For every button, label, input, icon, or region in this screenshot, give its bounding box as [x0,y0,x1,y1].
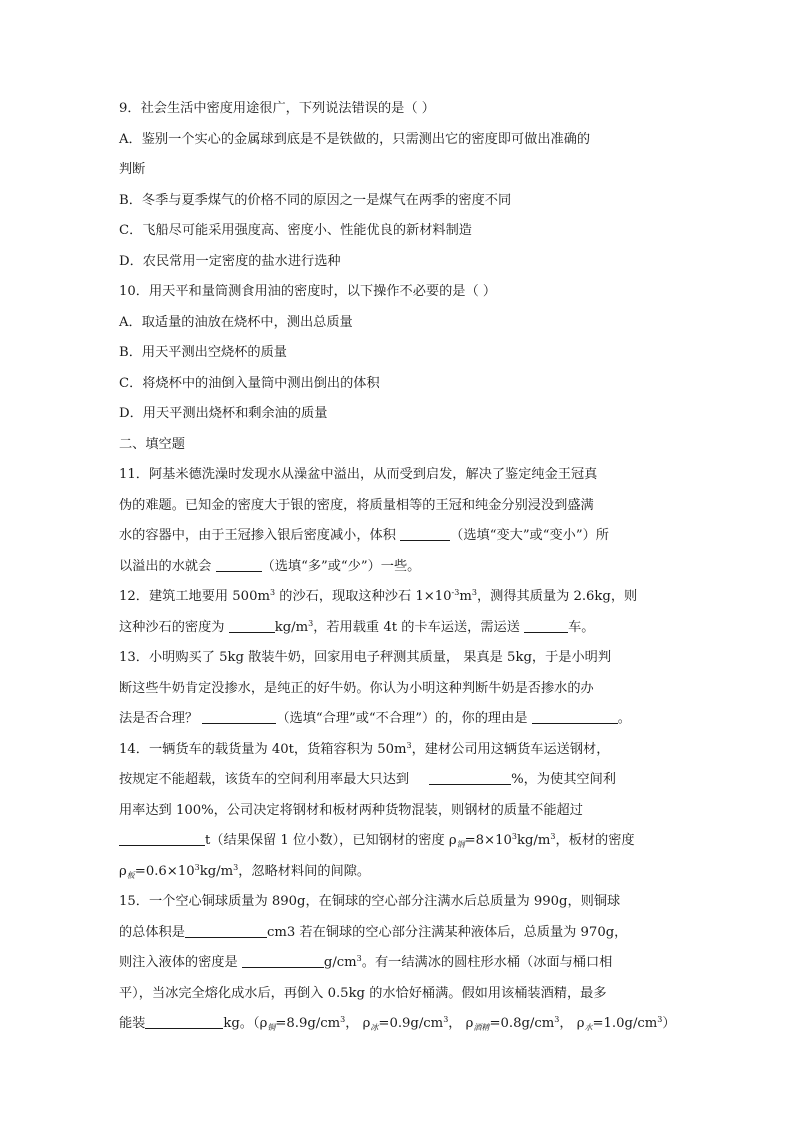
q15-blank-liquid-density[interactable] [242,952,324,968]
q12-text: 12．建筑工地要用 500m [119,589,270,604]
q10-stem: 10．用天平和量筒测食用油的密度时，以下操作不必要的是（ ） [119,284,497,299]
q12-text: kg/m [274,619,309,635]
q13-text: （选填“合理”或“不合理”）的，你的理由是 [276,711,532,726]
q14-text: ，板材的密度 [555,833,635,848]
q14-line5 [119,857,689,888]
q12-sup: 3 [269,588,276,597]
q14-text: ，忽略材料间的间隙。 [238,863,371,879]
q14-sup: 3 [406,740,412,750]
q15-text: kg。（ρ [223,1016,268,1031]
q15-text: =0.9g/cm [378,1016,444,1031]
q15-line2 [119,918,689,949]
q15-text: 则注入液体的密度是 [119,955,242,970]
q9-option-a-line1: A．鉴别一个实心的金属球到底是不是铁做的，只需测出它的密度即可做出准确的 [119,131,591,147]
q11-line2: 伪的难题。已知金的密度大于银的密度，将质量相等的王冠和纯金分别浸没到盛满 [119,497,594,513]
q12-blank-trucks[interactable] [524,617,568,633]
worksheet-page [119,94,689,1040]
q14-text: %，为使其空间利 [511,772,616,787]
q12-text: ，测得其质量为 2.6kg，则 [476,589,638,604]
q15-text: g/cm [323,955,357,970]
q15-sub: 水 [584,1023,593,1032]
q10-option-a: A．取适量的油放在烧杯中，测出总质量 [119,314,353,330]
q15-sup: 3 [340,1015,346,1024]
q11-line3-text-b: （选填“变大”或“变小”）所 [450,528,609,543]
q14-text: =0.6×10 [134,863,195,879]
q15-text: ， ρ [559,1016,585,1031]
q13-blank-reasonable[interactable] [202,708,276,724]
q12-text: m [459,589,472,604]
q15-line1: 15．一个空心铜球质量为 890g，在铜球的空心部分注满水后总质量为 990g，则铜球 [119,894,621,909]
q15-text: ， ρ [448,1016,474,1031]
q14-sup: 3 [194,862,200,872]
q14-line3: 用率达到 100%，公司决定将钢材和板材两种货物混装，则钢材的质量不能超过 [119,802,583,818]
q14-text: =8×10 [464,833,512,848]
q9-option-d: D．农民常用一定密度的盐水进行选种 [119,253,341,269]
q15-text: ， ρ [345,1016,371,1031]
section-heading-fill-in: 二、填空题 [119,436,185,452]
q14-blank-steel-mass[interactable] [119,830,205,846]
q14-text: 按规定不能超载，该货车的空间利用率最大只达到 [119,772,410,787]
q12-blank-density[interactable] [229,617,275,633]
q15-line4: 平），当冰完全熔化成水后，再倒入 0.5kg 的水恰好桶满。假如用该桶装酒精，最多 [119,985,607,1001]
q14-sup: 3 [233,862,239,872]
q12-text: ，若用载重 4t 的卡车运送，需运送 [313,619,525,635]
q15-sub: 冰 [370,1023,379,1032]
q15-text: 的总体积是 [119,924,185,940]
q14-text: kg/m [516,833,551,848]
q11-line3 [119,521,689,552]
q10-option-b: B．用天平测出空烧杯的质量 [119,345,287,360]
q11-line1: 11．阿基米德洗澡时发现水从澡盆中溢出，从而受到启发，解决了鉴定纯金王冠真 [119,467,598,482]
q9-stem: 9．社会生活中密度用途很广，下列说法错误的是（ ） [119,101,435,116]
q9-option-b: B．冬季与夏季煤气的价格不同的原因之一是煤气在两季的密度不同 [119,192,512,208]
q14-line1 [119,735,689,766]
q14-text: kg/m [199,863,234,879]
q10-option-d: D．用天平测出烧杯和剩余油的质量 [119,406,328,421]
q13-text: 。 [617,711,631,726]
q15-line5 [119,1009,689,1040]
q15-text: =0.8g/cm [489,1016,555,1031]
q15-blank-alcohol-mass[interactable] [145,1013,223,1029]
q11-blank-overflow[interactable] [216,556,262,572]
q12-line2 [119,613,689,644]
q12-sup: 3 [471,588,477,597]
q14-text: ，建材公司用这辆货车运送钢材， [411,741,610,757]
q15-text: 。有一结满冰的圆柱形水桶（冰面与桶口相 [361,955,613,970]
q15-text: =1.0g/cm [592,1016,658,1031]
q11-line4-text-b: （选填“多”或“少”）一些。 [261,558,421,574]
q13-text: 法是否合理？ [119,711,203,726]
q13-blank-reason[interactable] [532,708,618,724]
q12-text: 这种沙石的密度为 [119,619,229,635]
q15-text: 能装 [119,1016,146,1031]
q11-line3-text-a: 水的容器中，由于王冠掺入银后密度减小，体积 [119,528,401,543]
q14-sup: 3 [511,832,517,841]
q11-line4-text-a: 以溢出的水就会 [119,558,216,574]
q15-sup: 3 [657,1015,663,1024]
q15-text: =8.9g/cm [275,1016,341,1031]
q11-blank-volume[interactable] [400,525,450,541]
q15-sub: 酒精 [473,1023,490,1032]
q12-sup: 3 [308,618,314,628]
q14-text: 14．一辆货车的载货量为 40t，货箱容积为 50m [119,741,407,757]
q14-text: ρ [119,863,127,879]
q13-line2: 断这些牛奶肯定没掺水，是纯正的好牛奶。你认为小明这种判断牛奶是否掺水的办 [119,680,594,696]
q15-blank-volume[interactable] [185,922,267,938]
q14-line4 [119,826,689,857]
q11-line4 [119,552,689,583]
q15-sup: 3 [443,1015,449,1024]
q14-line2 [119,765,689,796]
q15-sub: 铜 [267,1023,276,1032]
q13-line3 [119,704,689,735]
q14-text: t（结果保留 1 位小数），已知钢材的密度 ρ [205,833,457,848]
q9-option-a-line2: 判断 [119,162,146,177]
q14-blank-utilization[interactable] [429,769,511,785]
q12-sup: -3 [451,588,460,597]
q15-line3 [119,948,689,979]
q9-option-c: C．飞船尽可能采用强度高、密度小、性能优良的新材料制造 [119,223,472,238]
q15-text: ） [662,1016,676,1031]
q10-option-c: C．将烧杯中的油倒入量筒中测出倒出的体积 [119,375,380,391]
q12-text: 的沙石，现取这种沙石 1×10 [275,589,452,604]
q12-line1 [119,582,689,613]
q14-sub: 钢 [456,840,465,849]
q13-line1: 13．小明购买了 5kg 散装牛奶，回家用电子秤测其质量， 果真是 5kg，于是小明判 [119,650,612,665]
q14-sup: 3 [550,832,556,841]
q12-text: 车。 [568,619,595,635]
q14-sub: 板 [126,870,135,880]
q15-sup: 3 [554,1015,560,1024]
q15-sup: 3 [356,954,362,963]
q15-text: cm3 若在铜球的空心部分注满某种液体后，总质量为 970g， [266,924,628,940]
